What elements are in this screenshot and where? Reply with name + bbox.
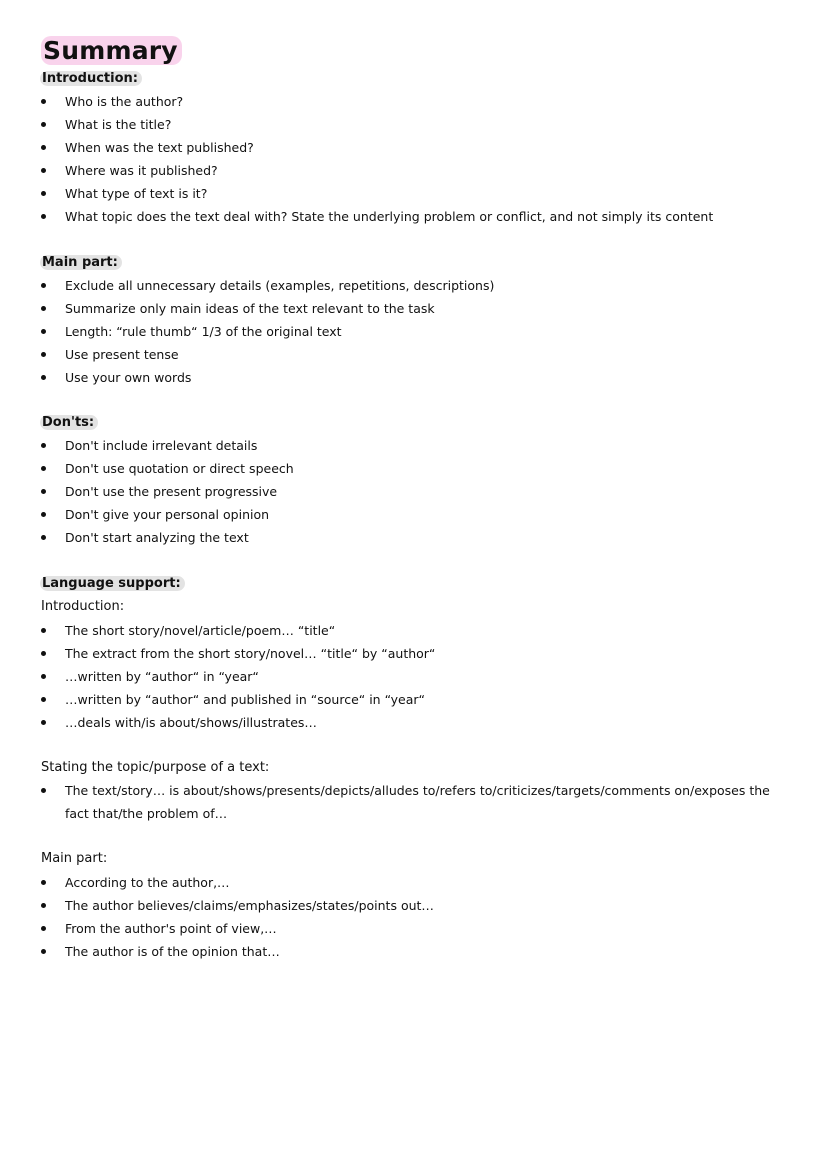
language-topic-label: Stating the topic/purpose of a text: [41, 760, 270, 775]
bullet-icon [41, 926, 46, 931]
bullet-icon [41, 628, 46, 633]
list-item: What is the title? [0, 113, 828, 136]
bullet-icon [41, 880, 46, 885]
bullet-icon [41, 651, 46, 656]
list-item: The text/story… is about/shows/presents/depicts/alludes to/refers to/criticizes/targets/comments on/exposes the fact that/the problem of… [0, 779, 770, 825]
bullet-icon [41, 214, 46, 219]
bullet-icon [41, 168, 46, 173]
bullet-icon [41, 489, 46, 494]
list-item: Who is the author? [0, 90, 828, 113]
introduction-heading: Introduction: [40, 69, 142, 89]
list-item: From the author's point of view,… [0, 917, 828, 940]
bullet-icon [41, 122, 46, 127]
bullet-icon [41, 329, 46, 334]
list-item: Use present tense [0, 343, 828, 366]
main-part-list [0, 274, 828, 389]
introduction-list [0, 90, 828, 228]
main-part-heading: Main part: [40, 253, 122, 273]
list-item: Exclude all unnecessary details (examples, repetitions, descriptions) [0, 274, 828, 297]
bullet-icon [41, 720, 46, 725]
page-title: Summary [41, 34, 182, 68]
language-introduction-label: Introduction: [41, 599, 125, 614]
list-item: Don't give your personal opinion [0, 503, 828, 526]
list-item: Use your own words [0, 366, 828, 389]
list-item: The extract from the short story/novel… “title“ by “author“ [0, 642, 828, 665]
bullet-icon [41, 535, 46, 540]
list-item: …written by “author“ and published in “source“ in “year“ [0, 688, 828, 711]
list-item: Where was it published? [0, 159, 828, 182]
bullet-icon [41, 145, 46, 150]
language-main-part-label: Main part: [41, 851, 108, 866]
bullet-icon [41, 306, 46, 311]
language-main-part-list [0, 871, 828, 963]
list-item: When was the text published? [0, 136, 828, 159]
list-item: Don't use quotation or direct speech [0, 457, 828, 480]
bullet-icon [41, 352, 46, 357]
list-item: According to the author,… [0, 871, 828, 894]
bullet-icon [41, 283, 46, 288]
bullet-icon [41, 903, 46, 908]
list-item: What type of text is it? [0, 182, 828, 205]
list-item: The author believes/claims/emphasizes/states/points out… [0, 894, 828, 917]
bullet-icon [41, 99, 46, 104]
donts-list [0, 434, 828, 549]
list-item: …deals with/is about/shows/illustrates… [0, 711, 828, 734]
list-item: Length: “rule thumb“ 1/3 of the original text [0, 320, 828, 343]
list-item: Don't start analyzing the text [0, 526, 828, 549]
language-topic-list [0, 779, 828, 825]
donts-heading: Don'ts: [40, 413, 98, 433]
list-item: …written by “author“ in “year“ [0, 665, 828, 688]
bullet-icon [41, 191, 46, 196]
list-item: Don't include irrelevant details [0, 434, 828, 457]
list-item: What topic does the text deal with? State the underlying problem or conflict, and not simply its content [0, 205, 828, 228]
list-item: Summarize only main ideas of the text relevant to the task [0, 297, 828, 320]
bullet-icon [41, 788, 46, 793]
bullet-icon [41, 443, 46, 448]
language-support-heading: Language support: [40, 574, 185, 594]
bullet-icon [41, 512, 46, 517]
bullet-icon [41, 674, 46, 679]
bullet-icon [41, 949, 46, 954]
bullet-icon [41, 697, 46, 702]
bullet-icon [41, 375, 46, 380]
list-item: The short story/novel/article/poem… “title“ [0, 619, 828, 642]
bullet-icon [41, 466, 46, 471]
list-item: Don't use the present progressive [0, 480, 828, 503]
list-item: The author is of the opinion that… [0, 940, 828, 963]
language-introduction-list [0, 619, 828, 734]
